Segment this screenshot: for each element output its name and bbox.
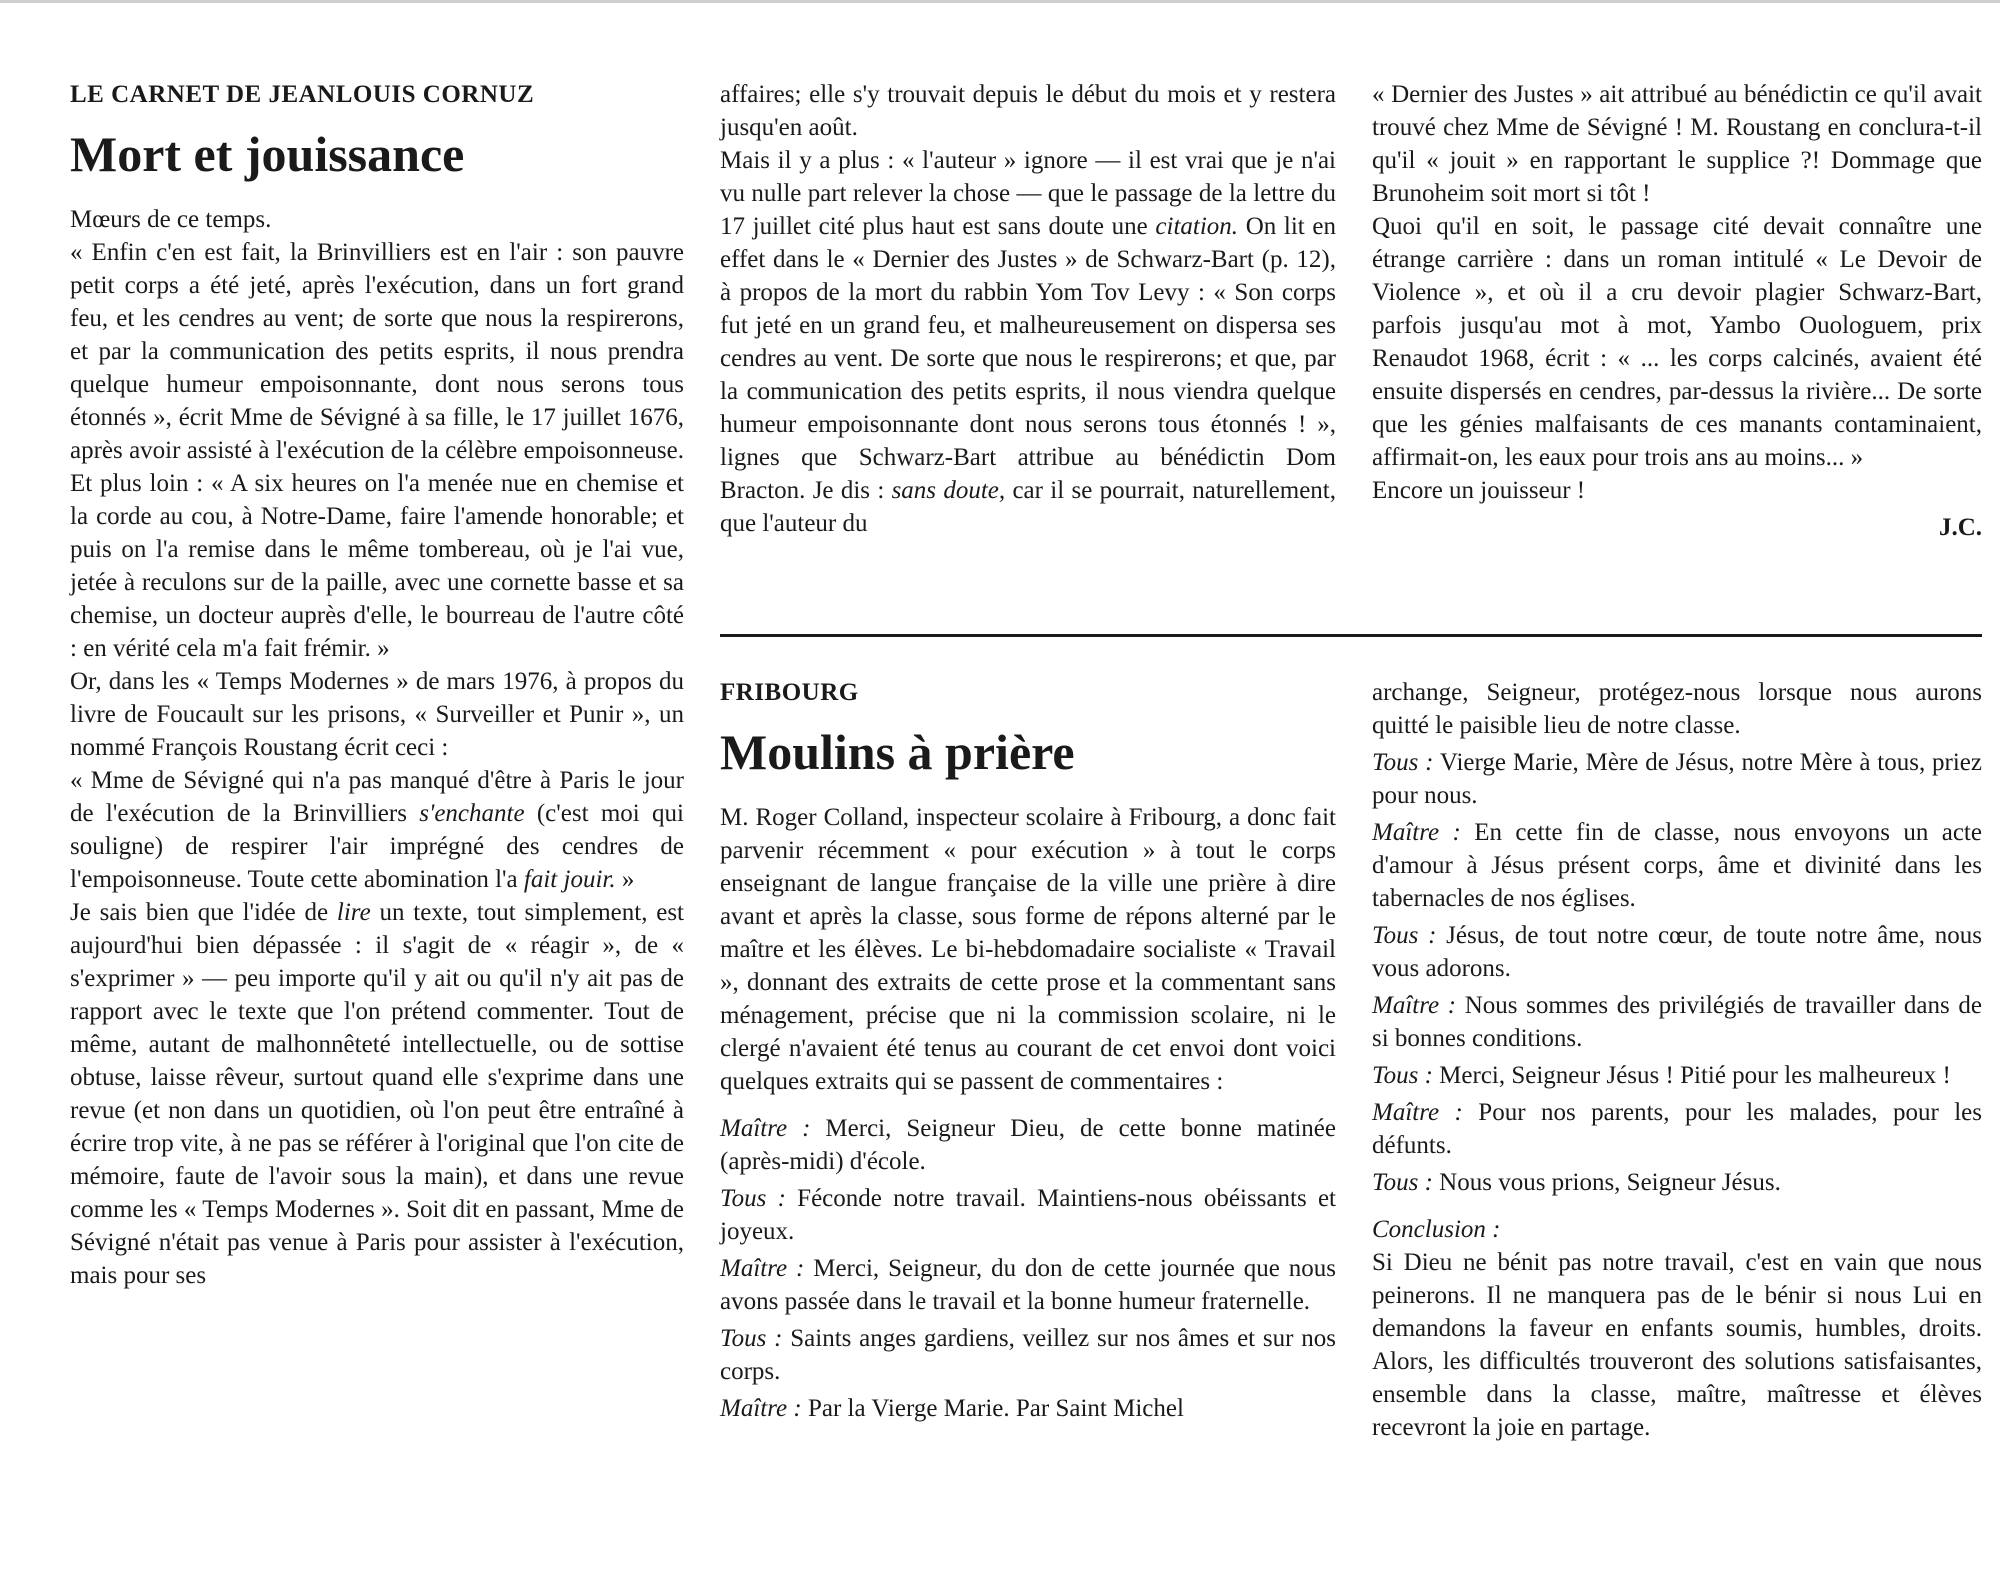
prayer-line: [1372, 1059, 1982, 1092]
prayer-line: [1372, 1096, 1982, 1162]
prayer-text: Nous vous prions, Seigneur Jésus.: [1432, 1169, 1781, 1196]
article1-paragraph: [70, 896, 684, 1292]
italic-run: s'enchante: [419, 800, 525, 827]
prayer-speaker: Tous :: [1372, 749, 1434, 776]
text-run: « Mme de Sévigné qui n'a pas manqué d'être à Paris le jour de l'exécution de la Brinvilliers: [70, 767, 684, 827]
article1-column-1: [70, 78, 684, 1292]
prayer-text: En cette fin de classe, nous envoyons un acte d'amour à Jésus présent corps, âme et divinité dans les tabernacles de nos églises.: [1372, 819, 1982, 912]
prayer-line: [1372, 746, 1982, 812]
prayer-line: [720, 1252, 1336, 1318]
italic-run: lire: [336, 899, 371, 926]
text-run: un texte, tout simplement, est aujourd'hui bien dépassée : il s'agit de « réagir », de « s'exprimer » — peu importe qu'il y ait ou qu'il n'y ait pas de rapport avec le texte que l'on prétend commenter. Tout de même, autant de malhonnêteté intellectuelle, ou de sottise obtuse, laisse rêveur, surtout quand elle s'exprime dans une revue (et non dans un quotidien, où l'on peut être entraîné à écrire trop vite, à ne pas se référer à l'original que l'on cite de mémoire, faute de l'avoir sous la main), et dans une revue comme les « Temps Modernes ». Soit dit en passant, Mme de Sévigné n'était pas venue à Paris pour assister à l'exécution, mais pour ses: [70, 899, 684, 1289]
article2-intro: M. Roger Colland, inspecteur scolaire à Fribourg, a donc fait parvenir récemment « pour exécution » à tout le corps enseignant de langue française de la ville une prière à dire avant et après la classe, sous forme de répons alterné par le maître et les élèves. Le bi-hebdomadaire socialiste « Travail », donnant des extraits de cette prose et la commentant sans ménagement, précise que ni la commission scolaire, ni le clergé n'avaient été tenus au courant de cet envoi dont voici quelques extraits qui se passent de commentaires :: [720, 804, 1336, 1095]
prayer-speaker: Tous :: [1372, 1169, 1433, 1196]
article1-paragraph: Mœurs de ce temps.: [70, 206, 272, 233]
prayer-text: Saints anges gardiens, veillez sur nos âmes et sur nos corps.: [720, 1325, 1336, 1385]
italic-run: sans doute,: [891, 477, 1006, 504]
prayer-speaker: Maître :: [720, 1115, 811, 1142]
prayer-text: Par la Vierge Marie. Par Saint Michel: [801, 1395, 1184, 1422]
prayer-text: Jésus, de tout notre cœur, de toute notre âme, nous vous adorons.: [1372, 922, 1982, 982]
prayer-text: Pour nos parents, pour les malades, pour les défunts.: [1372, 1099, 1982, 1159]
text-run: »: [615, 866, 635, 893]
prayer-speaker: Tous :: [1372, 922, 1437, 949]
prayer-speaker: Maître :: [720, 1255, 805, 1282]
article1-paragraph: affaires; elle s'y trouvait depuis le début du mois et y restera jusqu'en août.: [720, 81, 1336, 141]
article1-title: Mort et jouissance: [70, 126, 465, 182]
prayer-line: [1372, 816, 1982, 915]
prayer-text: Féconde notre travail. Maintiens-nous obéissants et joyeux.: [720, 1185, 1336, 1245]
italic-run: fait jouir.: [523, 866, 616, 893]
prayer-text: Nous sommes des privilégiés de travailler dans de si bonnes conditions.: [1372, 992, 1982, 1052]
prayer-text: Merci, Seigneur Jésus ! Pitié pour les malheureux !: [1432, 1062, 1951, 1089]
article1-paragraph: [720, 144, 1336, 540]
conclusion-label-text: Conclusion :: [1372, 1216, 1501, 1243]
article1-paragraph: [70, 764, 684, 896]
prayer-line: [720, 1112, 1336, 1178]
section-divider: [720, 634, 1982, 637]
article1-paragraph: « Dernier des Justes » ait attribué au bénédictin ce qu'il avait trouvé chez Mme de Sévigné ! M. Roustang en conclura-t-il qu'il « jouit » en rapportant le supplice ?! Dommage que Brunoheim soit mort si tôt !: [1372, 81, 1982, 207]
prayer-text: Vierge Marie, Mère de Jésus, notre Mère à tous, priez pour nous.: [1372, 749, 1982, 809]
conclusion-label: [1372, 1213, 1982, 1246]
article2-title: Moulins à prière: [720, 724, 1075, 780]
text-run: Mais il y a plus : « l'auteur » ignore — il est vrai que je n'ai vu nulle part relever la chose — que le passage de la lettre du 17 juillet cité plus haut est sans doute une: [720, 147, 1336, 240]
prayer-speaker: Maître :: [1372, 992, 1457, 1019]
prayer-continuation: archange, Seigneur, protégez-nous lorsque nous aurons quitté le paisible lieu de notre classe.: [1372, 679, 1982, 739]
page-top-edge: [0, 0, 2000, 3]
text-run: (c'est moi qui souligne) de respirer l'air imprégné des cendres de l'empoisonneuse. Toute cette abomination l'a: [70, 800, 684, 893]
prayer-line: [1372, 989, 1982, 1055]
prayer-text: Merci, Seigneur, du don de cette journée que nous avons passée dans le travail et la bonne humeur fraternelle.: [720, 1255, 1336, 1315]
article2-column-1: [720, 676, 1336, 1425]
article1-paragraph: « Enfin c'en est fait, la Brinvilliers est en l'air : son pauvre petit corps a été jeté, après l'exécution, dans un fort grand feu, et les cendres au vent; de sorte que nous la respirerons, et par la communication des petits esprits, il nous prendra quelque humeur empoisonnante, dont nous serons tous étonnés », écrit Mme de Sévigné à sa fille, le 17 juillet 1676, après avoir assisté à l'exécution de la célèbre empoisonneuse. Et plus loin : « A six heures on l'a menée nue en chemise et la corde au cou, à Notre-Dame, faire l'amende honorable; et puis on l'a remise dans le même tombereau, où je l'ai vue, jetée à reculons sur de la paille, avec une cornette basse et sa chemise, un docteur auprès d'elle, le bourreau de l'autre côté : en vérité cela m'a fait frémir. »: [70, 239, 684, 662]
prayer-speaker: Maître :: [1372, 1099, 1463, 1126]
prayer-line: [1372, 919, 1982, 985]
prayer-text: Merci, Seigneur Dieu, de cette bonne matinée (après-midi) d'école.: [720, 1115, 1336, 1175]
prayer-speaker: Tous :: [1372, 1062, 1433, 1089]
article1-paragraph: Encore un jouisseur !: [1372, 477, 1586, 504]
article1-column-3: [1372, 78, 1982, 544]
article2-kicker: FRIBOURG: [720, 679, 859, 706]
text-run: car il se pourrait, naturellement, que l'auteur du: [720, 477, 1336, 537]
text-run: Je sais bien que l'idée de: [70, 899, 337, 926]
prayer-speaker: Maître :: [1372, 819, 1461, 846]
prayer-line: [720, 1392, 1336, 1425]
article1-paragraph: Or, dans les « Temps Modernes » de mars 1976, à propos du livre de Foucault sur les prisons, « Surveiller et Punir », un nommé François Roustang écrit ceci :: [70, 668, 684, 761]
prayer-line: [720, 1182, 1336, 1248]
article1-column-2: [720, 78, 1336, 540]
article1-kicker: LE CARNET DE JEANLOUIS CORNUZ: [70, 81, 535, 108]
text-run: On lit en effet dans le « Dernier des Justes » de Schwarz-Bart (p. 12), à propos de la mort du rabbin Yom Tov Levy : « Son corps fut jeté en un grand feu, et malheureusement on dispersa ses cendres au vent. De sorte que nous le respirerons; et que, par la communication des petits esprits, il nous viendra quelque humeur empoisonnante dont nous serons tous étonnés ! », lignes que Schwarz-Bart attribue au bénédictin Dom Bracton. Je dis :: [720, 213, 1336, 504]
italic-run: citation.: [1155, 213, 1239, 240]
prayer-speaker: Tous :: [720, 1325, 783, 1352]
prayer-line: [1372, 1166, 1982, 1199]
article1-paragraph: Quoi qu'il en soit, le passage cité devait connaître une étrange carrière : dans un roman intitulé « Le Devoir de Violence », et où il a cru devoir plagier Schwarz-Bart, parfois jusqu'au mot à mot, Yambo Ouologuem, prix Renaudot 1968, écrit : « ... les corps calcinés, avaient été ensuite dispersés en cendres, par-dessus la rivière... De sorte que les génies malfaisants de ces manants contaminaient, affirmait-on, les eaux pour trois ans au moins... »: [1372, 213, 1982, 471]
prayer-line: [720, 1322, 1336, 1388]
conclusion-text: Si Dieu ne bénit pas notre travail, c'est en vain que nous peinerons. Il ne manquera pas de le bénir si nous Lui en demandons la faveur en enfants soumis, humbles, droits. Alors, les difficultés trouveront des solutions satisfaisantes, ensemble dans la classe, maître, maîtresse et élèves recevront la joie en partage.: [1372, 1249, 1982, 1441]
article2-column-2: [1372, 676, 1982, 1444]
prayer-speaker: Tous :: [720, 1185, 786, 1212]
prayer-speaker: Maître :: [720, 1395, 802, 1422]
article1-signature: J.C.: [1938, 514, 1982, 541]
